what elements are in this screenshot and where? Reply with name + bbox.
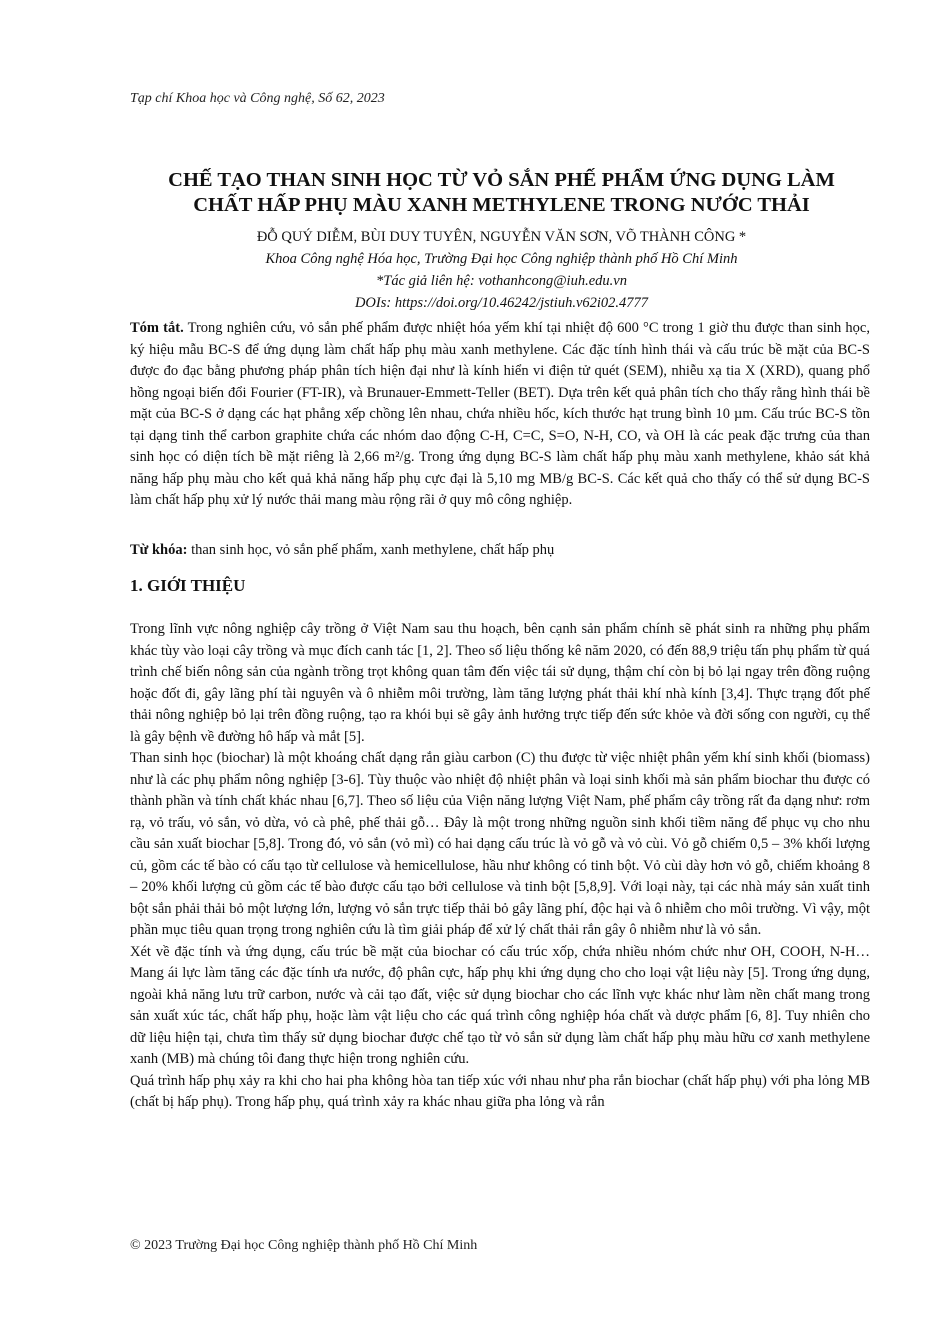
author-list: ĐỖ QUÝ DIỄM, BÙI DUY TUYÊN, NGUYỄN VĂN SƠN, VÕ THÀNH CÔNG * (256, 229, 747, 245)
section-heading: 1. GIỚI THIỆU (130, 576, 246, 595)
doi-link[interactable]: DOIs: https://doi.org/10.46242/jstiuh.v62i02.4777 (354, 295, 649, 311)
keywords-label: Từ khóa: (130, 542, 188, 558)
author-block (110, 226, 893, 314)
affiliation: Khoa Công nghệ Hóa học, Trường Đại học Công nghiệp thành phố Hồ Chí Minh (265, 251, 738, 267)
abstract-text: Trong nghiên cứu, vỏ sắn phế phẩm được nhiệt hóa yếm khí tại nhiệt độ 600 °C trong 1 giờ thu được than sinh học, ký hiệu mẫu BC-S để ứng dụng làm chất hấp phụ màu xanh methylene. Các đặc tính hình thái và cấu trúc bề mặt của BC-S được đo đạc bằng phương pháp phân tích hiện đại như là kính hiển vi điện tử quét (SEM), nhiễu xạ tia X (XRD), quang phổ hồng ngoại biến đổi Fourier (FT-IR), và Brunauer-Emmett-Teller (BET). Dựa trên kết quả phân tích cho thấy rằng hình thái bề mặt của BC-S ở dạng các hạt phẳng xếp chồng lên nhau, chứa nhiều hốc, kích thước hạt trung bình 10 µm. Cấu trúc BC-S tồn tại dạng tinh thể carbon graphite chứa các nhóm dao động C-H, C=C, S=O, N-H, CO, và OH là các peak đặc trưng của than sinh học có diện tích bề mặt riêng là 2,66 m²/g. Trong ứng dụng BC-S làm chất hấp phụ màu xanh methylene, khảo sát khả năng hấp phụ màu cho kết quả khả năng hấp phụ cực đại là 5,10 mg MB/g BC-S. Các kết quả cho thấy có thể sử dụng BC-S làm chất hấp phụ xử lý nước thải mang màu rộng rãi ở quy mô công nghiệp. (130, 320, 870, 508)
paragraph: Quá trình hấp phụ xảy ra khi cho hai pha không hòa tan tiếp xúc với nhau như pha rắn biochar (chất hấp phụ) với pha lỏng MB (chất bị hấp phụ). Trong hấp phụ, quá trình xảy ra khác nhau giữa pha lỏng và rắn (130, 1072, 870, 1110)
keywords-text: than sinh học, vỏ sắn phế phẩm, xanh methylene, chất hấp phụ (191, 542, 555, 558)
copyright-footer: © 2023 Trường Đại học Công nghiệp thành phố Hồ Chí Minh (130, 1238, 478, 1253)
keywords (130, 540, 870, 562)
abstract-label: Tóm tắt. (130, 320, 184, 336)
paragraph: Trong lĩnh vực nông nghiệp cây trồng ở Việt Nam sau thu hoạch, bên cạnh sản phẩm chính sẽ phát sinh ra những phụ phẩm khác tùy vào loại cây trồng và mục đích canh tác [1, 2]. Theo số liệu thống kê năm 2020, có đến 88,9 triệu tấn phụ phẩm từ quá trình chế biến nông sản của ngành trồng trọt không quan tâm đến việc tái sử dụng, thậm chí còn bị bỏ lại ngay trên đồng ruộng hoặc đốt đi, gây lãng phí tài nguyên và ô nhiễm môi trường, làm tăng lượng phát thải khí nhà kính [3,4]. Thực trạng đốt phế thải nông nghiệp bỏ lại trên đồng ruộng, tạo ra khói bụi sẽ gây ảnh hưởng trực tiếp đến sức khỏe và đời sống con người, cụ thể là gây bệnh về đường hô hấp và mắt [5]. (130, 621, 870, 745)
title-line-1: CHẾ TẠO THAN SINH HỌC TỪ VỎ SẮN PHẾ PHẨM ỨNG DỤNG LÀM (168, 169, 835, 191)
abstract (130, 318, 870, 512)
title-line-2: CHẤT HẤP PHỤ MÀU XANH METHYLENE TRONG NƯỚC THẢI (193, 194, 810, 216)
introduction-body (130, 619, 870, 1114)
journal-header: Tạp chí Khoa học và Công nghệ, Số 62, 2023 (130, 91, 385, 106)
paragraph: Than sinh học (biochar) là một khoáng chất dạng rắn giàu carbon (C) thu được từ việc nhiệt phân yếm khí sinh khối (biomass) như là các phụ phẩm nông nghiệp [3-6]. Tùy thuộc vào nhiệt độ nhiệt phân và loại sinh khối mà sản phẩm biochar thu được có thành phần và tính chất khác nhau [6,7]. Theo số liệu của Viện năng lượng Việt Nam, phế phẩm cây trồng rất đa dạng như: rơm rạ, vỏ trấu, vỏ sắn, vỏ dừa, vỏ cà phê, phế thải gỗ… Đây là một trong những nguồn sinh khối tiềm năng để phục vụ cho nhu cầu sản xuất biochar [5,8]. Trong đó, vỏ sắn (vỏ mì) có hai dạng cấu trúc là vỏ gỗ và vỏ cùi. Vỏ gỗ chiếm 0,5 – 3% khối lượng củ, gồm các tế bào có cấu tạo từ cellulose và hemicellulose, hầu như không có tinh bột. Vỏ cùi dày hơn vỏ gỗ, chiếm khoảng 8 – 20% khối lượng củ gồm các tế bào được cấu tạo bởi cellulose và tinh bột [5,8,9]. Với loại này, tại các nhà máy sản xuất tinh bột sắn phải thải bỏ một lượng lớn, lượng vỏ sắn trực tiếp thải bỏ gây lãng phí, độc hại và ô nhiễm cho môi trường. Vì vậy, một phần mục tiêu quan trọng trong nghiên cứu là tìm giải pháp để xử lý chất thải rắn gây ô nhiễm như là vỏ sắn. (130, 750, 870, 938)
paragraph: Xét về đặc tính và ứng dụng, cấu trúc bề mặt của biochar có cấu trúc xốp, chứa nhiều nhóm chức như OH, COOH, N-H… Mang ái lực làm tăng các đặc tính ưa nước, độ phân cực, hấp phụ khi ứng dụng cho cho loại vật liệu này [5]. Trong ứng dụng, ngoài khả năng lưu trữ carbon, nước và cải tạo đất, việc sử dụng biochar cho các lĩnh vực khác như làm nền chất mang trong sản xuất xúc tác, chất hấp phụ, hoặc làm vật liệu cho các quá trình công nghiệp hóa chất và dược phẩm [6, 8]. Tuy nhiên cho dữ liệu hiện tại, chưa tìm thấy sử dụng biochar được chế tạo từ vỏ sắn sử dụng làm chất hấp phụ màu hữu cơ xanh methylene xanh (MB) mà chúng tôi đang thực hiện trong nghiên cứu. (130, 943, 870, 1067)
corresponding-author: *Tác giả liên hệ: vothanhcong@iuh.edu.vn (376, 273, 627, 289)
paper-title (110, 168, 893, 218)
